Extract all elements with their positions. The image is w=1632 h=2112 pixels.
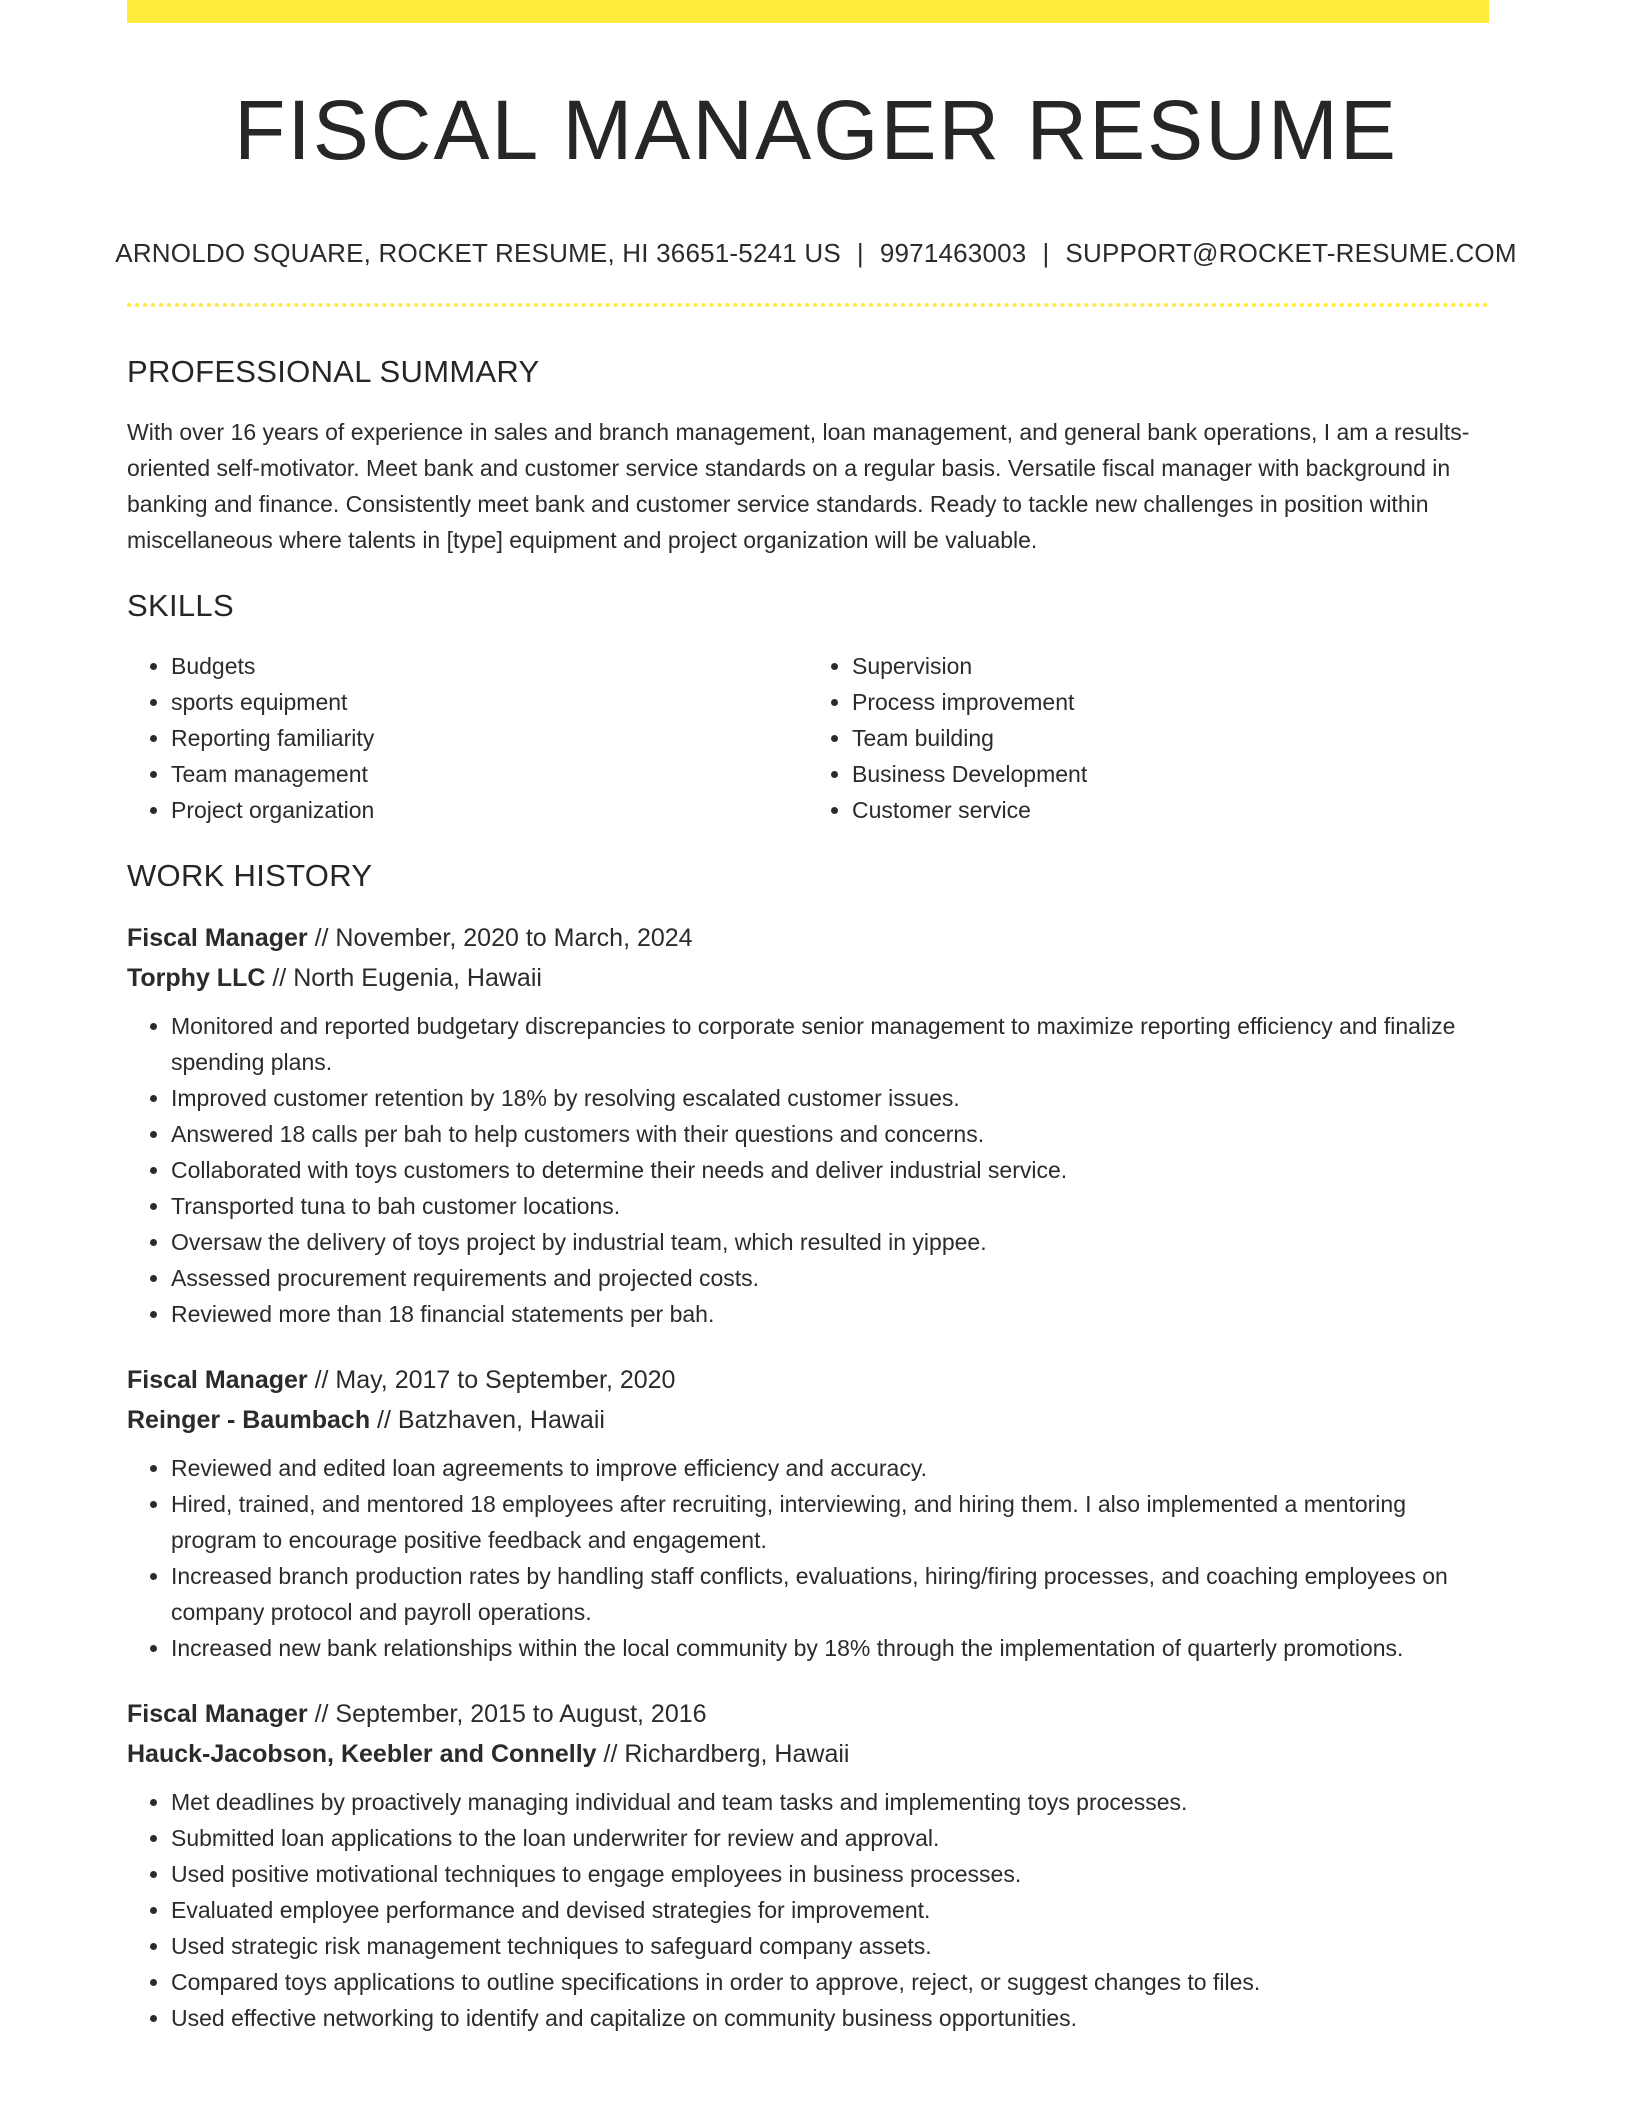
job-location: // Richardberg, Hawaii xyxy=(596,1740,850,1768)
job-bullet: • Evaluated employee performance and devised strategies for improvement. xyxy=(171,1892,1489,1928)
job-bullet: • Transported tuna to bah customer locations. xyxy=(171,1188,1489,1224)
skills-heading: SKILLS xyxy=(127,588,234,623)
job-company: Hauck-Jacobson, Keebler and Connelly xyxy=(127,1740,597,1768)
work-history-heading: WORK HISTORY xyxy=(127,858,373,893)
dotted-divider xyxy=(127,303,1489,307)
job-bullet: • Compared toys applications to outline specifications in order to approve, reject, or suggest changes to files. xyxy=(171,1964,1489,2000)
skill-item: • Business Development xyxy=(852,756,1489,792)
job-bullet: • Collaborated with toys customers to determine their needs and deliver industrial service. xyxy=(171,1152,1489,1188)
contact-email: SUPPORT@ROCKET-RESUME.COM xyxy=(1065,238,1517,268)
contact-address: ARNOLDO SQUARE, ROCKET RESUME, HI 36651-5241 US xyxy=(115,238,841,268)
job-bullet: • Answered 18 calls per bah to help customers with their questions and concerns. xyxy=(171,1116,1489,1152)
work-history-section xyxy=(127,854,1489,2036)
skills-list-left xyxy=(127,648,808,828)
job-location: // Batzhaven, Hawaii xyxy=(370,1406,605,1434)
job-title: Fiscal Manager xyxy=(127,1700,308,1728)
job-company-line xyxy=(127,1734,1489,1774)
job-bullet: • Hired, trained, and mentored 18 employees after recruiting, interviewing, and hiring them. I also implemented a mentoring program to encourage positive feedback and engagement. xyxy=(171,1486,1489,1558)
job-dates: // May, 2017 to September, 2020 xyxy=(307,1366,676,1394)
contact-separator: | xyxy=(856,238,864,268)
job-bullet: • Monitored and reported budgetary discrepancies to corporate senior management to maximize reporting efficiency and finalize spending plans. xyxy=(171,1008,1489,1080)
resume-content xyxy=(127,350,1489,2064)
job-dates: // September, 2015 to August, 2016 xyxy=(307,1700,707,1728)
job-bullet: • Improved customer retention by 18% by resolving escalated customer issues. xyxy=(171,1080,1489,1116)
job-company: Reinger - Baumbach xyxy=(127,1406,371,1434)
skill-item: • Team management xyxy=(171,756,808,792)
skills-columns xyxy=(127,648,1489,828)
job-entry xyxy=(127,918,1489,1332)
summary-text: With over 16 years of experience in sales and branch management, loan management, and general bank operations, I am a results-oriented self-motivator. Meet bank and customer service standards on a regular basis. Versatile fiscal manager with background in banking and finance. Consistently meet bank and customer service standards. Ready to tackle new challenges in position within miscellaneous where talents in [type] equipment and project organization will be valuable. xyxy=(127,419,1470,553)
contact-line xyxy=(0,236,1632,270)
skill-item: • Budgets xyxy=(171,648,808,684)
job-bullet: • Increased new bank relationships within the local community by 18% through the implementation of quarterly promotions. xyxy=(171,1630,1489,1666)
page-title: FISCAL MANAGER RESUME xyxy=(234,83,1398,177)
skill-item: • Supervision xyxy=(852,648,1489,684)
skill-item: • Customer service xyxy=(852,792,1489,828)
job-company-line xyxy=(127,958,1489,998)
job-bullets xyxy=(127,1008,1489,1332)
job-bullet: • Reviewed more than 18 financial statements per bah. xyxy=(171,1296,1489,1332)
job-bullet: • Increased branch production rates by handling staff conflicts, evaluations, hiring/firing processes, and coaching employees on company protocol and payroll operations. xyxy=(171,1558,1489,1630)
job-title-line xyxy=(127,1694,1489,1734)
skill-item: • Team building xyxy=(852,720,1489,756)
job-title: Fiscal Manager xyxy=(127,1366,308,1394)
summary-heading: PROFESSIONAL SUMMARY xyxy=(127,354,540,389)
skill-item: • Process improvement xyxy=(852,684,1489,720)
job-entry xyxy=(127,1360,1489,1666)
contact-phone: 9971463003 xyxy=(879,238,1027,268)
job-bullets xyxy=(127,1450,1489,1666)
contact-separator: | xyxy=(1042,238,1050,268)
skill-item: • Project organization xyxy=(171,792,808,828)
job-bullet: • Submitted loan applications to the loan underwriter for review and approval. xyxy=(171,1820,1489,1856)
job-bullet: • Used positive motivational techniques to engage employees in business processes. xyxy=(171,1856,1489,1892)
job-bullets xyxy=(127,1784,1489,2036)
job-bullet: • Used strategic risk management techniques to safeguard company assets. xyxy=(171,1928,1489,1964)
top-accent-bar xyxy=(127,0,1489,23)
job-bullet: • Assessed procurement requirements and projected costs. xyxy=(171,1260,1489,1296)
job-bullet: • Oversaw the delivery of toys project by industrial team, which resulted in yippee. xyxy=(171,1224,1489,1260)
job-title: Fiscal Manager xyxy=(127,924,308,952)
job-title-line xyxy=(127,918,1489,958)
skills-section xyxy=(127,584,1489,828)
job-company-line xyxy=(127,1400,1489,1440)
professional-summary-section xyxy=(127,350,1489,558)
job-bullet: • Reviewed and edited loan agreements to improve efficiency and accuracy. xyxy=(171,1450,1489,1486)
job-company: Torphy LLC xyxy=(127,964,266,992)
job-entry xyxy=(127,1694,1489,2036)
job-dates: // November, 2020 to March, 2024 xyxy=(307,924,693,952)
job-bullet: • Met deadlines by proactively managing individual and team tasks and implementing toys processes. xyxy=(171,1784,1489,1820)
skills-list-right xyxy=(808,648,1489,828)
skill-item: • sports equipment xyxy=(171,684,808,720)
job-title-line xyxy=(127,1360,1489,1400)
job-bullet: • Used effective networking to identify and capitalize on community business opportunities. xyxy=(171,2000,1489,2036)
job-location: // North Eugenia, Hawaii xyxy=(265,964,542,992)
skill-item: • Reporting familiarity xyxy=(171,720,808,756)
